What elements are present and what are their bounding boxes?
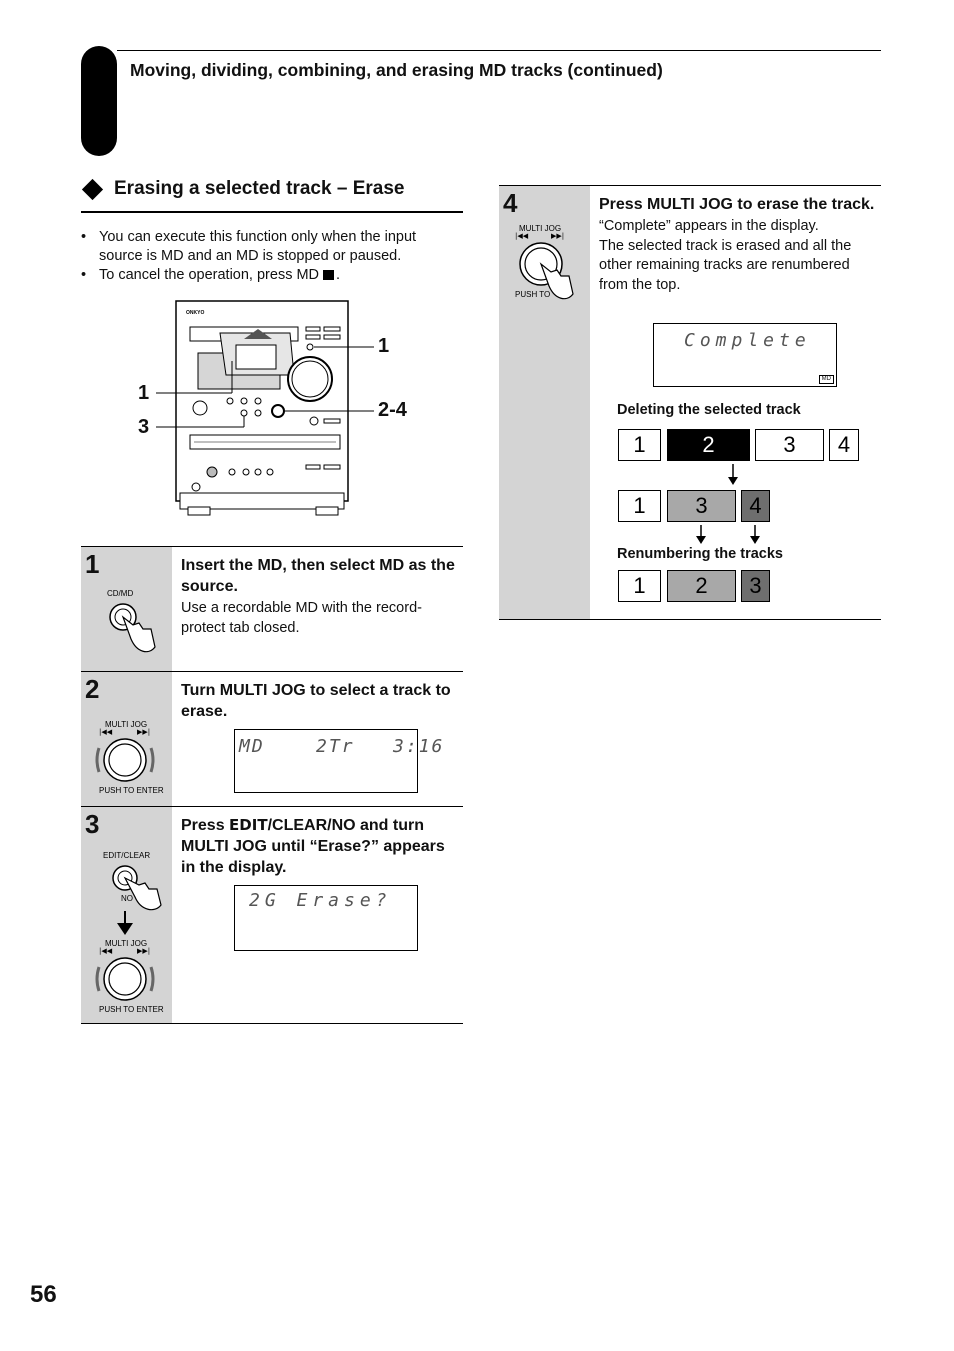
down-arrow-icon bbox=[694, 525, 708, 545]
step-heading: Insert the MD, then select MD as the source. bbox=[181, 557, 455, 595]
svg-text:▶▶|: ▶▶| bbox=[137, 728, 151, 736]
step-heading: Turn MULTI JOG to select a track to erase. bbox=[181, 682, 451, 720]
display-panel bbox=[234, 885, 418, 951]
callout-label: 1 bbox=[378, 335, 390, 357]
step-heading: Press EDIT/CLEAR/NO and turn MULTI JOG until “Erase?” appears in the display. bbox=[181, 816, 445, 876]
press-button-icon bbox=[103, 599, 163, 663]
bullet-text: You can execute this function only when the input source is MD and an MD is stopped or paused. bbox=[99, 229, 417, 264]
track-box: 1 bbox=[618, 490, 661, 522]
icon-label: CD/MD bbox=[107, 589, 134, 598]
stop-square-icon bbox=[323, 270, 334, 280]
section-title bbox=[82, 178, 404, 200]
icon-label: NO bbox=[121, 894, 133, 903]
icon-label: PUSH TO ENTER bbox=[99, 786, 164, 795]
icon-label: MULTI JOG bbox=[105, 939, 148, 948]
callout-label: 1 bbox=[138, 382, 150, 404]
bullet-text: To cancel the operation, press MD . bbox=[99, 267, 341, 283]
step-number: 1 bbox=[85, 549, 100, 579]
display-text: 2G Erase? bbox=[249, 890, 392, 911]
icon-label: PUSH TO ENTER bbox=[99, 1005, 164, 1014]
diagram-label-renumber: Renumbering the tracks bbox=[617, 546, 783, 562]
track-box: 1 bbox=[618, 429, 661, 461]
step-number: 2 bbox=[85, 674, 100, 704]
step-number: 3 bbox=[85, 809, 100, 839]
step-body: The selected track is erased and all the other remaining tracks are renumbered from the top. bbox=[599, 237, 852, 293]
step-body: “Complete” appears in the display. bbox=[599, 218, 819, 234]
step4-bottom-rule bbox=[499, 619, 881, 620]
icon-label: MULTI JOG bbox=[105, 720, 148, 729]
display-panel bbox=[234, 729, 445, 793]
multi-jog-icon bbox=[93, 947, 163, 1005]
track-box: 3 bbox=[755, 429, 824, 461]
steps-bottom-rule bbox=[81, 1023, 463, 1024]
bullet-list bbox=[81, 228, 461, 285]
track-box: 4 bbox=[829, 429, 859, 461]
diagram-label-delete: Deleting the selected track bbox=[617, 402, 801, 418]
down-arrow-icon bbox=[748, 525, 762, 545]
section-title-text: Erasing a selected track – Erase bbox=[114, 178, 405, 199]
svg-text:|◀◀: |◀◀ bbox=[99, 728, 113, 736]
diamond-bullet-icon bbox=[82, 178, 103, 199]
display-text: MD 2Tr 3:16 bbox=[239, 736, 445, 757]
track-box: 3 bbox=[667, 490, 736, 522]
step-2 bbox=[81, 671, 463, 806]
step-1 bbox=[81, 546, 463, 671]
page-header-title: Moving, dividing, combining, and erasing MD tracks (continued) bbox=[130, 60, 663, 80]
icon-label: EDIT/CLEAR bbox=[103, 851, 151, 860]
md-badge: MD bbox=[819, 375, 834, 384]
chapter-tab bbox=[81, 46, 117, 156]
track-box: 3 bbox=[741, 570, 770, 602]
track-box: 2 bbox=[667, 570, 736, 602]
track-box: 4 bbox=[741, 490, 770, 522]
callout-label: 2-4 bbox=[378, 399, 407, 421]
callout-label: 3 bbox=[138, 416, 150, 438]
down-arrow-icon bbox=[726, 464, 740, 486]
section-rule bbox=[81, 211, 463, 213]
step-heading: Press MULTI JOG to erase the track. bbox=[599, 196, 875, 213]
display-text: Complete bbox=[684, 330, 811, 351]
track-box: 1 bbox=[618, 570, 661, 602]
bullet-item: • To cancel the operation, press MD . bbox=[81, 267, 341, 283]
step-3 bbox=[81, 806, 463, 1024]
svg-text:|◀◀: |◀◀ bbox=[99, 947, 113, 955]
device-brand-label: ONKYO bbox=[186, 310, 205, 316]
track-box-selected: 2 bbox=[667, 429, 750, 461]
step-number: 4 bbox=[503, 188, 518, 218]
icon-label: MULTI JOG bbox=[519, 224, 562, 233]
step-body: Use a recordable MD with the record-protect tab closed. bbox=[181, 600, 422, 636]
header-rule bbox=[117, 50, 881, 51]
svg-text:▶▶|: ▶▶| bbox=[137, 947, 151, 955]
page-number: 56 bbox=[30, 1281, 57, 1308]
svg-text:|◀◀: |◀◀ bbox=[515, 232, 529, 240]
display-panel bbox=[653, 323, 837, 387]
icon-label: PUSH TO bbox=[515, 290, 551, 299]
multi-jog-icon bbox=[93, 728, 163, 786]
down-arrow-icon bbox=[115, 911, 135, 937]
bullet-item: • You can execute this function only when the input source is MD and an MD is stopped or paused. bbox=[81, 228, 461, 266]
svg-text:▶▶|: ▶▶| bbox=[551, 232, 565, 240]
